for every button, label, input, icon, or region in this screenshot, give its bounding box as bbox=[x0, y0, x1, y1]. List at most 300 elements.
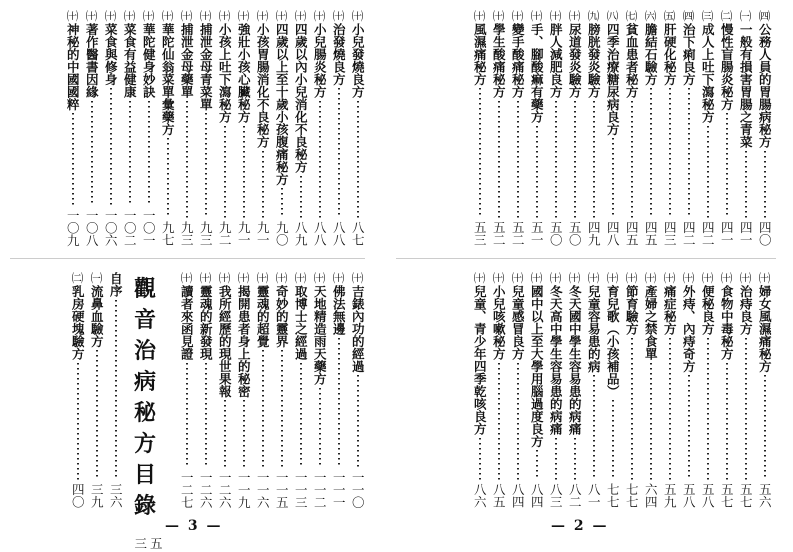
entry-title: 兒童、青少年四季乾咳良方 bbox=[472, 284, 488, 435]
entry-number: ㈩ bbox=[351, 9, 364, 23]
entry-number: ㈩ bbox=[180, 271, 193, 285]
entry-page: 一一〇 bbox=[350, 470, 366, 508]
toc-entry[interactable] bbox=[756, 10, 773, 246]
entry-number: ㈩ bbox=[739, 271, 752, 285]
entry-number: ㈨ bbox=[587, 9, 600, 23]
dot-leader bbox=[319, 101, 321, 219]
entry-page: 一〇一 bbox=[141, 208, 157, 246]
entry-page: 一〇二 bbox=[122, 208, 138, 246]
entry-page: 五七 bbox=[719, 483, 735, 508]
entry-title: 流鼻血驗方 bbox=[89, 284, 105, 347]
entry-title: 天地精造雨天藥方 bbox=[312, 284, 328, 385]
toc-entry[interactable] bbox=[623, 10, 640, 246]
entry-number: ㈩ bbox=[123, 9, 136, 23]
entry-title: 風濕痛秘方 bbox=[472, 22, 488, 85]
entry-number: ㈡ bbox=[720, 9, 733, 23]
entry-number: ㈩ bbox=[199, 271, 212, 285]
dot-leader bbox=[688, 375, 690, 480]
entry-page: 九一 bbox=[236, 221, 252, 246]
dot-leader bbox=[338, 338, 340, 468]
entry-title: 小兒腸炎秘方 bbox=[312, 22, 328, 98]
toc-entry[interactable] bbox=[235, 272, 252, 508]
toc-entry[interactable] bbox=[159, 10, 176, 246]
entry-number: ㈩ bbox=[530, 271, 543, 285]
entry-page: 一一六 bbox=[255, 470, 271, 508]
entry-title: 靈魂的新發現 bbox=[198, 284, 214, 360]
entry-title: 外痔、內痔奇方 bbox=[681, 284, 697, 372]
toc-entry[interactable] bbox=[566, 10, 583, 246]
dot-leader bbox=[205, 113, 207, 218]
entry-number: ㈩ bbox=[104, 9, 117, 23]
toc-entry[interactable] bbox=[216, 272, 233, 508]
dot-leader bbox=[300, 176, 302, 219]
dot-leader bbox=[110, 88, 112, 206]
entry-number: ㈩ bbox=[511, 9, 524, 23]
entry-number: ㈩ bbox=[606, 271, 619, 285]
entry-title: 菜食與修身 bbox=[103, 22, 119, 85]
entry-page: 九七 bbox=[160, 221, 176, 246]
entry-title: 小兒咳嗽秘方 bbox=[491, 284, 507, 360]
left-top-row bbox=[64, 10, 366, 246]
entry-number: ㈩ bbox=[294, 271, 307, 285]
dot-leader bbox=[612, 138, 614, 218]
entry-number: ㈩ bbox=[142, 9, 155, 23]
entry-title: 兒童感冒良方 bbox=[510, 284, 526, 360]
toc-entry[interactable] bbox=[292, 272, 309, 508]
toc-entry[interactable] bbox=[88, 272, 105, 508]
entry-page: 六四 bbox=[643, 483, 659, 508]
entry-page: 五九 bbox=[662, 483, 678, 508]
entry-page: 七七 bbox=[624, 483, 640, 508]
entry-title: 便秘良方 bbox=[700, 284, 716, 335]
toc-entry[interactable] bbox=[330, 10, 347, 246]
toc-entry[interactable] bbox=[737, 272, 754, 508]
entry-title: 取博士之經過 bbox=[293, 284, 309, 360]
toc-entry[interactable] bbox=[547, 10, 564, 246]
toc-entry[interactable] bbox=[680, 272, 697, 508]
toc-entry[interactable] bbox=[140, 10, 157, 246]
entry-page: 四五 bbox=[624, 221, 640, 246]
entry-title: 四季治療糖尿病良方 bbox=[605, 22, 621, 135]
entry-number: ㈩ bbox=[492, 271, 505, 285]
dot-leader bbox=[167, 138, 169, 218]
dot-leader bbox=[593, 375, 595, 480]
toc-entry[interactable] bbox=[661, 10, 678, 246]
toc-entry[interactable] bbox=[330, 272, 347, 508]
entry-number: ㈩ bbox=[682, 271, 695, 285]
entry-number: ㈩ bbox=[218, 9, 231, 23]
entry-number: ㈩ bbox=[758, 271, 771, 285]
entry-title: 變手酸痛秘方 bbox=[510, 22, 526, 98]
dot-leader bbox=[115, 300, 117, 480]
entry-page: 七七 bbox=[605, 483, 621, 508]
entry-number: ㈩ bbox=[549, 271, 562, 285]
entry-title: 膽結石驗方 bbox=[643, 22, 659, 85]
entry-page: 八四 bbox=[510, 483, 526, 508]
entry-number: ㈤ bbox=[663, 9, 676, 23]
entry-page: 四〇 bbox=[70, 483, 86, 508]
entry-page: 八五 bbox=[491, 483, 507, 508]
entry-page: 八三 bbox=[548, 483, 564, 508]
entry-page: 五六 bbox=[757, 483, 773, 508]
dot-leader bbox=[650, 88, 652, 218]
entry-page: 四〇 bbox=[757, 221, 773, 246]
entry-page: 四三 bbox=[662, 221, 678, 246]
entry-number: ㈥ bbox=[644, 9, 657, 23]
toc-title-page: 三五 bbox=[134, 536, 166, 551]
entry-number: ㈢ bbox=[701, 9, 714, 23]
toc-entry[interactable] bbox=[623, 272, 640, 508]
toc-entry[interactable] bbox=[680, 10, 697, 246]
entry-page: 一二六 bbox=[217, 470, 233, 508]
toc-entry[interactable] bbox=[490, 272, 507, 508]
entry-title: 產婦之禁食單 bbox=[643, 284, 659, 360]
dot-leader bbox=[726, 363, 728, 481]
dot-leader bbox=[669, 338, 671, 481]
dot-leader bbox=[72, 113, 74, 206]
entry-title: 自序 bbox=[108, 272, 124, 297]
entry-page: 一一五 bbox=[274, 470, 290, 508]
entry-number: ㈩ bbox=[237, 9, 250, 23]
dot-leader bbox=[338, 88, 340, 218]
entry-page: 一一二 bbox=[312, 470, 328, 508]
toc-entry[interactable] bbox=[756, 272, 773, 508]
entry-number: ㈩ bbox=[237, 271, 250, 285]
toc-entry[interactable] bbox=[216, 10, 233, 246]
entry-title: 冬天國中學生容易患的病痛 bbox=[567, 284, 583, 435]
entry-number: ㈩ bbox=[313, 271, 326, 285]
dot-leader bbox=[357, 101, 359, 219]
dot-leader bbox=[745, 338, 747, 481]
entry-page: 一〇六 bbox=[103, 208, 119, 246]
entry-page: 三九 bbox=[89, 483, 105, 508]
entry-title: 菜食有益健康 bbox=[122, 22, 138, 98]
dot-leader bbox=[262, 151, 264, 219]
entry-number: ㈩ bbox=[161, 9, 174, 23]
entry-title: 肝硬化秘方 bbox=[662, 22, 678, 85]
entry-title: 治發燒良方 bbox=[331, 22, 347, 85]
entry-page: 一〇八 bbox=[84, 208, 100, 246]
toc-entry[interactable] bbox=[102, 10, 119, 246]
entry-title: 小兒發燒良方 bbox=[350, 22, 366, 98]
entry-page: 四一 bbox=[738, 221, 754, 246]
entry-number: ㈣ bbox=[758, 9, 771, 23]
entry-page: 五〇 bbox=[567, 221, 583, 246]
toc-entry[interactable] bbox=[349, 10, 366, 246]
entry-page: 九〇 bbox=[274, 221, 290, 246]
entry-title: 強壯小孩心臟秘方 bbox=[236, 22, 252, 123]
entry-number: ㈩ bbox=[511, 271, 524, 285]
toc-entry[interactable] bbox=[661, 272, 678, 508]
dot-leader bbox=[536, 450, 538, 480]
entry-title: 捕泄金母藥單 bbox=[179, 22, 195, 98]
toc-entry[interactable] bbox=[64, 10, 81, 246]
right-bottom-row bbox=[471, 272, 773, 508]
entry-page: 五〇 bbox=[548, 221, 564, 246]
dot-leader bbox=[593, 101, 595, 219]
dot-leader bbox=[479, 438, 481, 481]
toc-entry[interactable] bbox=[737, 10, 754, 246]
toc-entry[interactable] bbox=[604, 10, 621, 246]
dot-leader bbox=[281, 350, 283, 468]
entry-number: ㈩ bbox=[256, 271, 269, 285]
dot-leader bbox=[262, 350, 264, 468]
toc-entry[interactable] bbox=[292, 10, 309, 246]
dot-leader bbox=[96, 350, 98, 480]
dot-leader bbox=[205, 363, 207, 468]
toc-entry[interactable] bbox=[197, 10, 214, 246]
entry-title: 靈魂的超覺 bbox=[255, 284, 271, 347]
dot-leader bbox=[186, 363, 188, 468]
toc-entry[interactable] bbox=[121, 10, 138, 246]
entry-page: 四九 bbox=[586, 221, 602, 246]
toc-entry[interactable] bbox=[699, 272, 716, 508]
toc-entry[interactable] bbox=[254, 272, 271, 508]
toc-entry[interactable] bbox=[604, 272, 621, 508]
entry-number: ㈩ bbox=[549, 9, 562, 23]
entry-number: ㈧ bbox=[606, 9, 619, 23]
toc-entry[interactable] bbox=[311, 272, 328, 508]
dot-leader bbox=[517, 101, 519, 219]
entry-title: 治痔良方 bbox=[738, 284, 754, 335]
dot-leader bbox=[726, 113, 728, 218]
toc-entry[interactable] bbox=[273, 10, 290, 246]
entry-number: ㈠ bbox=[739, 9, 752, 23]
entry-page: 八一 bbox=[586, 483, 602, 508]
dot-leader bbox=[631, 338, 633, 481]
entry-title: 乳房硬塊驗方 bbox=[70, 284, 86, 360]
entry-title: 手、腳酸痲有藥方 bbox=[529, 22, 545, 123]
toc-entry[interactable] bbox=[349, 272, 366, 508]
dot-leader bbox=[688, 88, 690, 218]
dot-leader bbox=[707, 338, 709, 481]
entry-title: 治下痢良方 bbox=[681, 22, 697, 85]
right-page bbox=[376, 0, 793, 552]
entry-title: 我所經歷的現世果報 bbox=[217, 284, 233, 397]
entry-title: 成人上吐下瀉秘方 bbox=[700, 22, 716, 123]
right-top-row bbox=[471, 10, 773, 246]
entry-page: 四八 bbox=[605, 221, 621, 246]
entry-page: 九二 bbox=[217, 221, 233, 246]
toc-entry[interactable] bbox=[547, 272, 564, 508]
entry-number: ㈦ bbox=[625, 9, 638, 23]
entry-number: ㈩ bbox=[85, 9, 98, 23]
entry-page: 八六 bbox=[472, 483, 488, 508]
dot-leader bbox=[555, 101, 557, 219]
toc-entry[interactable] bbox=[178, 272, 195, 508]
dot-leader bbox=[300, 363, 302, 468]
entry-page: 四一 bbox=[719, 221, 735, 246]
entry-title: 食物中毒秘方 bbox=[719, 284, 735, 360]
page-number: — 2 — bbox=[551, 518, 609, 534]
entry-number: ㈩ bbox=[530, 9, 543, 23]
entry-number: ㈩ bbox=[275, 9, 288, 23]
dot-leader bbox=[186, 101, 188, 219]
entry-title: 捕泄金母青菜單 bbox=[198, 22, 214, 110]
entry-title: 痛症秘方 bbox=[662, 284, 678, 335]
toc-entry[interactable] bbox=[311, 10, 328, 246]
entry-page: 五一 bbox=[529, 221, 545, 246]
entry-number: ㈩ bbox=[180, 9, 193, 23]
toc-heading bbox=[134, 272, 166, 551]
dot-leader bbox=[148, 101, 150, 206]
entry-page: 八二 bbox=[567, 483, 583, 508]
entry-page: 一一一 bbox=[331, 470, 347, 508]
entry-number: ㈩ bbox=[663, 271, 676, 285]
toc-entry[interactable] bbox=[69, 272, 86, 508]
entry-title: 吉錶內功的經過 bbox=[350, 284, 366, 372]
entry-title: 讀者來函見證 bbox=[179, 284, 195, 360]
toc-entry[interactable] bbox=[566, 272, 583, 508]
dot-leader bbox=[224, 400, 226, 468]
entry-page: 一二六 bbox=[198, 470, 214, 508]
entry-number: ㈡ bbox=[71, 271, 84, 285]
toc-entry[interactable] bbox=[509, 10, 526, 246]
entry-page: 一一三 bbox=[293, 470, 309, 508]
entry-page: 八九 bbox=[293, 221, 309, 246]
toc-entry[interactable] bbox=[718, 272, 735, 508]
entry-number: ㈩ bbox=[568, 9, 581, 23]
dot-leader bbox=[574, 438, 576, 481]
entry-title: 四歲以上至十歲小孩腹痛秘方 bbox=[274, 22, 290, 185]
toc-entry[interactable] bbox=[718, 10, 735, 246]
entry-page: 九三 bbox=[179, 221, 195, 246]
dot-leader bbox=[357, 375, 359, 468]
dot-leader bbox=[574, 101, 576, 219]
dot-leader bbox=[764, 375, 766, 480]
entry-page: 五三 bbox=[472, 221, 488, 246]
toc-entry[interactable] bbox=[642, 10, 659, 246]
toc-entry[interactable] bbox=[107, 272, 124, 508]
entry-number: ㈩ bbox=[332, 271, 345, 285]
dot-leader bbox=[669, 88, 671, 218]
left-bottom-row bbox=[69, 271, 366, 551]
toc-entry[interactable] bbox=[254, 10, 271, 246]
entry-page: 五七 bbox=[738, 483, 754, 508]
toc-entry[interactable] bbox=[528, 10, 545, 246]
entry-title: 著作醫書因緣 bbox=[84, 22, 100, 98]
entry-page: 五八 bbox=[700, 483, 716, 508]
dot-leader bbox=[536, 126, 538, 219]
entry-page: 八四 bbox=[529, 483, 545, 508]
toc-title: 觀音治病秘方目錄 bbox=[134, 276, 160, 519]
toc-entry[interactable] bbox=[235, 10, 252, 246]
dot-leader bbox=[498, 101, 500, 219]
entry-page: 八八 bbox=[331, 221, 347, 246]
entry-title: 公務人員的胃腸病秘方 bbox=[757, 22, 773, 148]
entry-title: 小孩胃腸消化不良秘方 bbox=[255, 22, 271, 148]
dot-leader bbox=[319, 388, 321, 468]
entry-page: 一一九 bbox=[236, 470, 252, 508]
toc-entry[interactable] bbox=[642, 272, 659, 508]
dot-leader bbox=[764, 151, 766, 219]
entry-page: 五八 bbox=[681, 483, 697, 508]
entry-number: ㈩ bbox=[218, 271, 231, 285]
entry-page: 四二 bbox=[700, 221, 716, 246]
page-number: — 3 — bbox=[165, 518, 223, 534]
entry-page: 九三 bbox=[198, 221, 214, 246]
entry-number: ㈩ bbox=[644, 271, 657, 285]
entry-number: ㈩ bbox=[256, 9, 269, 23]
entry-title: 婦女風濕痛秘方 bbox=[757, 284, 773, 372]
entry-number: ㈩ bbox=[332, 9, 345, 23]
dot-leader bbox=[243, 126, 245, 219]
toc-entry[interactable] bbox=[509, 272, 526, 508]
entry-title: 兒童容易患的病 bbox=[586, 284, 602, 372]
toc-entry[interactable] bbox=[471, 272, 488, 508]
page-divider bbox=[10, 258, 365, 259]
toc-entry[interactable] bbox=[83, 10, 100, 246]
entry-title: 四歲以內小兒消化不良秘方 bbox=[293, 22, 309, 173]
entry-page: 五二 bbox=[491, 221, 507, 246]
dot-leader bbox=[224, 126, 226, 219]
dot-leader bbox=[91, 101, 93, 206]
entry-page: 一〇九 bbox=[65, 208, 81, 246]
dot-leader bbox=[745, 151, 747, 219]
entry-title: 尿道發炎驗方 bbox=[567, 22, 583, 98]
entry-page: 八七 bbox=[350, 221, 366, 246]
toc-entry[interactable] bbox=[273, 272, 290, 508]
entry-number: ㈩ bbox=[313, 9, 326, 23]
toc-entry[interactable] bbox=[490, 10, 507, 246]
entry-page: 一二七 bbox=[179, 470, 195, 508]
entry-title: 華陀健身妙訣 bbox=[141, 22, 157, 98]
toc-entry[interactable] bbox=[197, 272, 214, 508]
entry-title: 華陀仙翁菜單彙藥方 bbox=[160, 22, 176, 135]
toc-entry[interactable] bbox=[585, 10, 602, 246]
entry-number: ㈩ bbox=[199, 9, 212, 23]
toc-entry[interactable] bbox=[585, 272, 602, 508]
toc-entry[interactable] bbox=[178, 10, 195, 246]
dot-leader bbox=[631, 101, 633, 219]
dot-leader bbox=[517, 363, 519, 481]
entry-number: ㈩ bbox=[587, 271, 600, 285]
entry-page: 四五 bbox=[643, 221, 659, 246]
entry-title: 學生酸痛秘方 bbox=[491, 22, 507, 98]
entry-page: 四二 bbox=[681, 221, 697, 246]
entry-number: ㈠ bbox=[90, 271, 103, 285]
dot-leader bbox=[707, 126, 709, 219]
dot-leader bbox=[129, 101, 131, 206]
page-divider bbox=[396, 258, 776, 259]
entry-page: 九一 bbox=[255, 221, 271, 246]
dot-leader bbox=[281, 188, 283, 218]
entry-number: ㈣ bbox=[682, 9, 695, 23]
dot-leader bbox=[498, 363, 500, 481]
entry-number: ㈩ bbox=[275, 271, 288, 285]
entry-number: ㈩ bbox=[720, 271, 733, 285]
entry-number: ㈩ bbox=[473, 9, 486, 23]
entry-title: 神秘的中國國粹 bbox=[65, 22, 81, 110]
dot-leader bbox=[650, 363, 652, 481]
toc-entry[interactable] bbox=[699, 10, 716, 246]
entry-title: 膀胱發炎驗方 bbox=[586, 22, 602, 98]
entry-page: 八八 bbox=[312, 221, 328, 246]
dot-leader bbox=[555, 438, 557, 481]
entry-number: ㈩ bbox=[492, 9, 505, 23]
entry-title: 奇妙的靈界 bbox=[274, 284, 290, 347]
entry-number: ㈩ bbox=[351, 271, 364, 285]
entry-page: 三六 bbox=[108, 483, 124, 508]
toc-entry[interactable] bbox=[471, 10, 488, 246]
entry-number: ㈩ bbox=[294, 9, 307, 23]
toc-entry[interactable] bbox=[528, 272, 545, 508]
entry-title: 小孩上吐下瀉秘方 bbox=[217, 22, 233, 123]
dot-leader bbox=[77, 363, 79, 481]
entry-number: ㈩ bbox=[701, 271, 714, 285]
left-page bbox=[0, 0, 376, 552]
entry-number: ㈩ bbox=[66, 9, 79, 23]
